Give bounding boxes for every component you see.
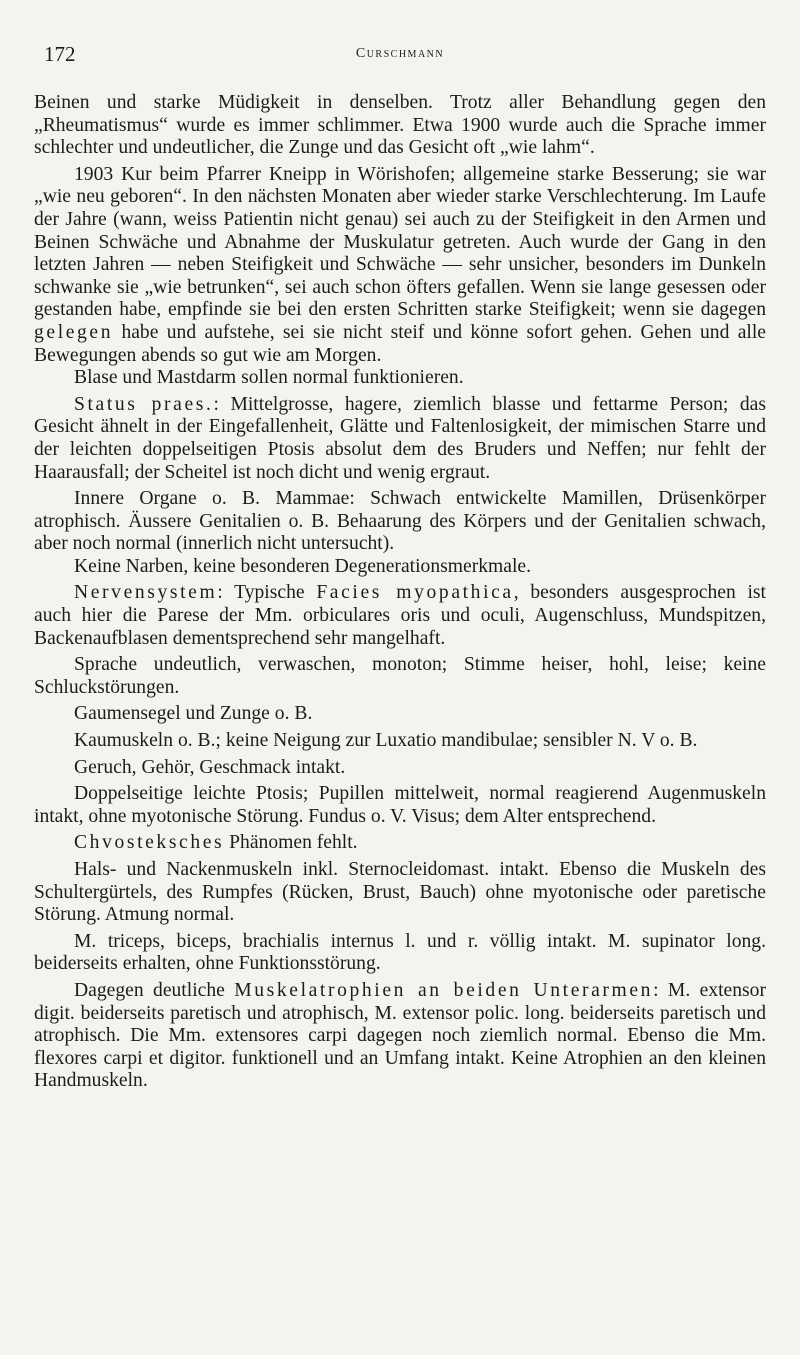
paragraph bbox=[34, 859, 766, 927]
paragraph bbox=[34, 730, 766, 753]
paragraph bbox=[34, 980, 766, 1093]
spaced-emphasis: Facies myopathica bbox=[316, 582, 514, 604]
text-run: Blase und Mastdarm sollen normal funktionieren. bbox=[74, 367, 464, 389]
paragraph bbox=[34, 931, 766, 976]
paragraph bbox=[34, 394, 766, 484]
body-text bbox=[34, 92, 766, 1093]
paragraph bbox=[34, 367, 766, 390]
page-header bbox=[34, 42, 766, 72]
paragraph bbox=[34, 582, 766, 650]
text-run: Phänomen fehlt. bbox=[224, 832, 358, 854]
spaced-emphasis: Status praes. bbox=[74, 393, 214, 415]
text-run: Kaumuskeln o. B.; keine Neigung zur Luxatio mandibulae; sensibler N. V o. B. bbox=[74, 730, 698, 752]
running-head: Curschmann bbox=[355, 46, 445, 61]
paragraph bbox=[34, 832, 766, 855]
spaced-emphasis: Nervensystem bbox=[74, 582, 218, 604]
paragraph bbox=[34, 757, 766, 780]
text-run: 1903 Kur beim Pfarrer Kneipp in Wörishofen; allgemeine starke Besserung; sie war „wie neu geboren“. In den nächsten Monaten aber wieder starke Verschlechterung. Im Laufe der Jahre (wann, weiss Patientin nicht genau) sei auch zu der Steifigkeit in den Armen und Beinen Schwäche und Abnahme der Muskulatur getreten. Auch wurde der Gang in den letzten Jahren — neben Steifigkeit und Schwäche — sehr unsicher, besonders im Dunkeln schwanke sie „wie betrunken“, sei auch schon öfters gefallen. Wenn sie lange gesessen oder gestanden habe, empfinde sie bei den ersten Schritten starke Steifigkeit; wenn sie dagegen bbox=[34, 163, 766, 321]
text-run: : M. extensor digit. beiderseits paretisch und atrophisch, M. extensor polic. long. beiderseits paretisch und atrophisch. Die Mm. extensores carpi dagegen noch ziemlich normal. Ebenso die Mm. flexores carpi et digitor. funktionell und an Umfang intakt. Keine Atrophien an den kleinen Handmuskeln. bbox=[34, 979, 766, 1092]
text-run: M. triceps, biceps, brachialis internus l. und r. völlig intakt. M. supinator long. beiderseits erhalten, ohne Funktionsstörung. bbox=[34, 930, 766, 975]
spaced-emphasis: gelegen bbox=[34, 321, 114, 343]
page-number: 172 bbox=[44, 42, 76, 66]
paragraph bbox=[34, 488, 766, 556]
paragraph bbox=[34, 92, 766, 160]
text-run: Doppelseitige leichte Ptosis; Pupillen mittelweit, normal reagierend Augenmuskeln intakt, ohne myotonische Störung. Fundus o. V. Visus; dem Alter entsprechend. bbox=[34, 783, 766, 827]
paragraph bbox=[34, 164, 766, 367]
text-run: habe und aufstehe, sei sie nicht steif und könne sofort gehen. Gehen und alle Bewegungen abends so gut wie am Morgen. bbox=[34, 321, 766, 366]
text-run: Keine Narben, keine besonderen Degenerationsmerkmale. bbox=[74, 555, 531, 577]
text-run: : Mittelgrosse, hagere, ziemlich blasse und fettarme Person; das Gesicht ähnelt in der Eingefallenheit, Glätte und Faltenlosigkeit, der mimischen Starre und der leichten doppelseitigen Ptosis absolut dem des Bruders und Neffen; nur fehlt der Haarausfall; der Scheitel ist noch dicht und wenig ergraut. bbox=[34, 393, 766, 483]
paragraph bbox=[34, 654, 766, 699]
text-run: : Typische bbox=[217, 582, 317, 604]
text-run: Hals- und Nackenmuskeln inkl. Sternocleidomast. intakt. Ebenso die Muskeln des Schultergürtels, des Rumpfes (Rücken, Brust, Bauch) ohne myotonische oder paretische Störung. Atmung normal. bbox=[34, 859, 766, 926]
text-run: Beinen und starke Müdigkeit in denselben. Trotz aller Behandlung gegen den „Rheumatismus“ wurde es immer schlimmer. Etwa 1900 wurde auch die Sprache immer schlechter und undeutlicher, die Zunge und das Gesicht oft „wie lahm“. bbox=[34, 92, 766, 159]
text-run: Dagegen deutliche bbox=[74, 979, 235, 1001]
text-run: Innere Organe o. B. Mammae: Schwach entwickelte Mamillen, Drüsenkörper atrophisch. Äussere Genitalien o. B. Behaarung des Körpers und der Genitalien schwach, aber noch normal (innerlich nicht untersucht). bbox=[34, 488, 766, 555]
text-run: , besonders ausgesprochen ist auch hier die Parese der Mm. orbiculares oris und oculi, Augenschluss, Mundspitzen, Backenaufblasen dementsprechend sehr mangelhaft. bbox=[34, 582, 767, 649]
paragraph bbox=[34, 556, 766, 579]
text-run: Sprache undeutlich, verwaschen, monoton; Stimme heiser, hohl, leise; keine Schluckstörungen. bbox=[34, 654, 766, 698]
spaced-emphasis: Chvosteksches bbox=[74, 832, 225, 854]
paragraph bbox=[34, 783, 766, 828]
text-run: Geruch, Gehör, Geschmack intakt. bbox=[74, 756, 346, 778]
text-run: Gaumensegel und Zunge o. B. bbox=[74, 703, 313, 725]
spaced-emphasis: Muskelatrophien an beiden Unterarmen bbox=[234, 979, 654, 1001]
paragraph bbox=[34, 703, 766, 726]
